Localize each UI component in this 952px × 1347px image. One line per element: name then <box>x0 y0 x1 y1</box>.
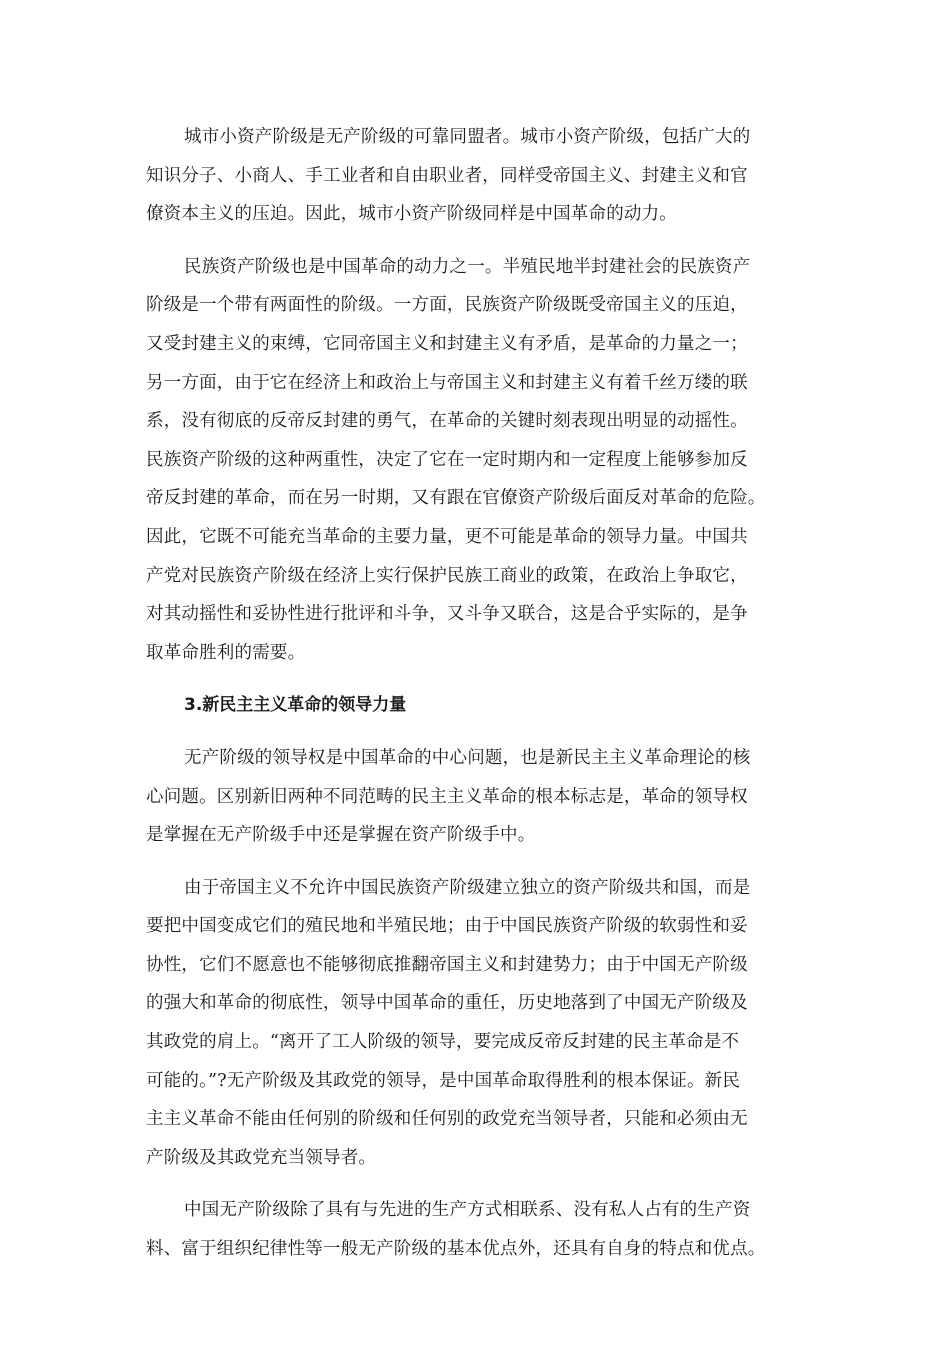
text-line: 民族资产阶级的这种两重性，决定了它在一定时期内和一定程度上能够参加反 <box>146 449 748 470</box>
paragraph-urban-petty-bourgeoisie <box>146 118 836 234</box>
text-line: 僚资本主义的压迫。因此，城市小资产阶级同样是中国革命的动力。 <box>146 204 677 225</box>
text-line: 心问题。区别新旧两种不同范畴的民主主义革命的根本标志是，革命的领导权 <box>146 786 748 807</box>
paragraph-national-bourgeoisie <box>146 248 836 673</box>
text-line: 主主义革命不能由任何别的阶级和任何别的政党充当领导者，只能和必须由无 <box>146 1109 748 1130</box>
text-line: 产阶级及其政党充当领导者。 <box>146 1147 377 1168</box>
paragraph-leadership-question <box>146 739 836 855</box>
text-line: 协性，它们不愿意也不能够彻底推翻帝国主义和封建势力；由于中国无产阶级 <box>146 954 748 975</box>
paragraph-proletariat-leadership <box>146 869 836 1178</box>
document-page <box>146 118 836 1269</box>
text-line: 产党对民族资产阶级在经济上实行保护民族工商业的政策，在政治上争取它， <box>146 565 748 586</box>
text-line: 是掌握在无产阶级手中还是掌握在资产阶级手中。 <box>146 825 536 846</box>
text-line: 系，没有彻底的反帝反封建的勇气，在革命的关键时刻表现出明显的动摇性。 <box>146 411 748 432</box>
text-line: 要把中国变成它们的殖民地和半殖民地；由于中国民族资产阶级的软弱性和妥 <box>146 916 748 937</box>
text-line: 城市小资产阶级是无产阶级的可靠同盟者。城市小资产阶级，包括广大的 <box>184 127 751 147</box>
text-line: 帝反封建的革命，而在另一时期，又有跟在官僚资产阶级后面反对革命的危险。 <box>146 488 766 509</box>
text-line: 无产阶级的领导权是中国革命的中心问题，也是新民主主义革命理论的核 <box>184 747 751 768</box>
paragraph-gap <box>146 1177 836 1191</box>
text-line: 的强大和革命的彻底性，领导中国革命的重任，历史地落到了中国无产阶级及 <box>146 993 748 1014</box>
text-line: 阶级是一个带有两面性的阶级。一方面，民族资产阶级既受帝国主义的压迫， <box>146 295 748 316</box>
text-line: 民族资产阶级也是中国革命的动力之一。半殖民地半封建社会的民族资产 <box>184 256 751 277</box>
text-line: 因此，它既不可能充当革命的主要力量，更不可能是革命的领导力量。中国共 <box>146 526 748 547</box>
text-line: 对其动摇性和妥协性进行批评和斗争，又斗争又联合，这是合乎实际的，是争 <box>146 604 748 625</box>
text-line: 取革命胜利的需要。 <box>146 642 306 663</box>
text-line: 中国无产阶级除了具有与先进的生产方式相联系、没有私人占有的生产资 <box>184 1200 751 1221</box>
text-line: 由于帝国主义不允许中国民族资产阶级建立独立的资产阶级共和国，而是 <box>184 877 751 898</box>
paragraph-gap <box>146 855 836 869</box>
paragraph-gap <box>146 725 836 739</box>
text-line: 料、富于组织纪律性等一般无产阶级的基本优点外，还具有自身的特点和优点。 <box>146 1239 766 1260</box>
section-heading: 3.新民主主义革命的领导力量 <box>184 695 407 716</box>
text-line: 另一方面，由于它在经济上和政治上与帝国主义和封建主义有着千丝万缕的联 <box>146 372 748 393</box>
paragraph-proletariat-features <box>146 1191 836 1268</box>
text-line: 其政党的肩上。“离开了工人阶级的领导，要完成反帝反封建的民主革命是不 <box>146 1032 740 1053</box>
text-line: 又受封建主义的束缚，它同帝国主义和封建主义有矛盾，是革命的力量之一； <box>146 333 748 354</box>
text-line: 知识分子、小商人、手工业者和自由职业者，同样受帝国主义、封建主义和官 <box>146 165 748 186</box>
paragraph-gap <box>146 234 836 248</box>
paragraph-gap <box>146 672 836 686</box>
text-line: 可能的。”?无产阶级及其政党的领导，是中国革命取得胜利的根本保证。新民 <box>146 1070 741 1091</box>
